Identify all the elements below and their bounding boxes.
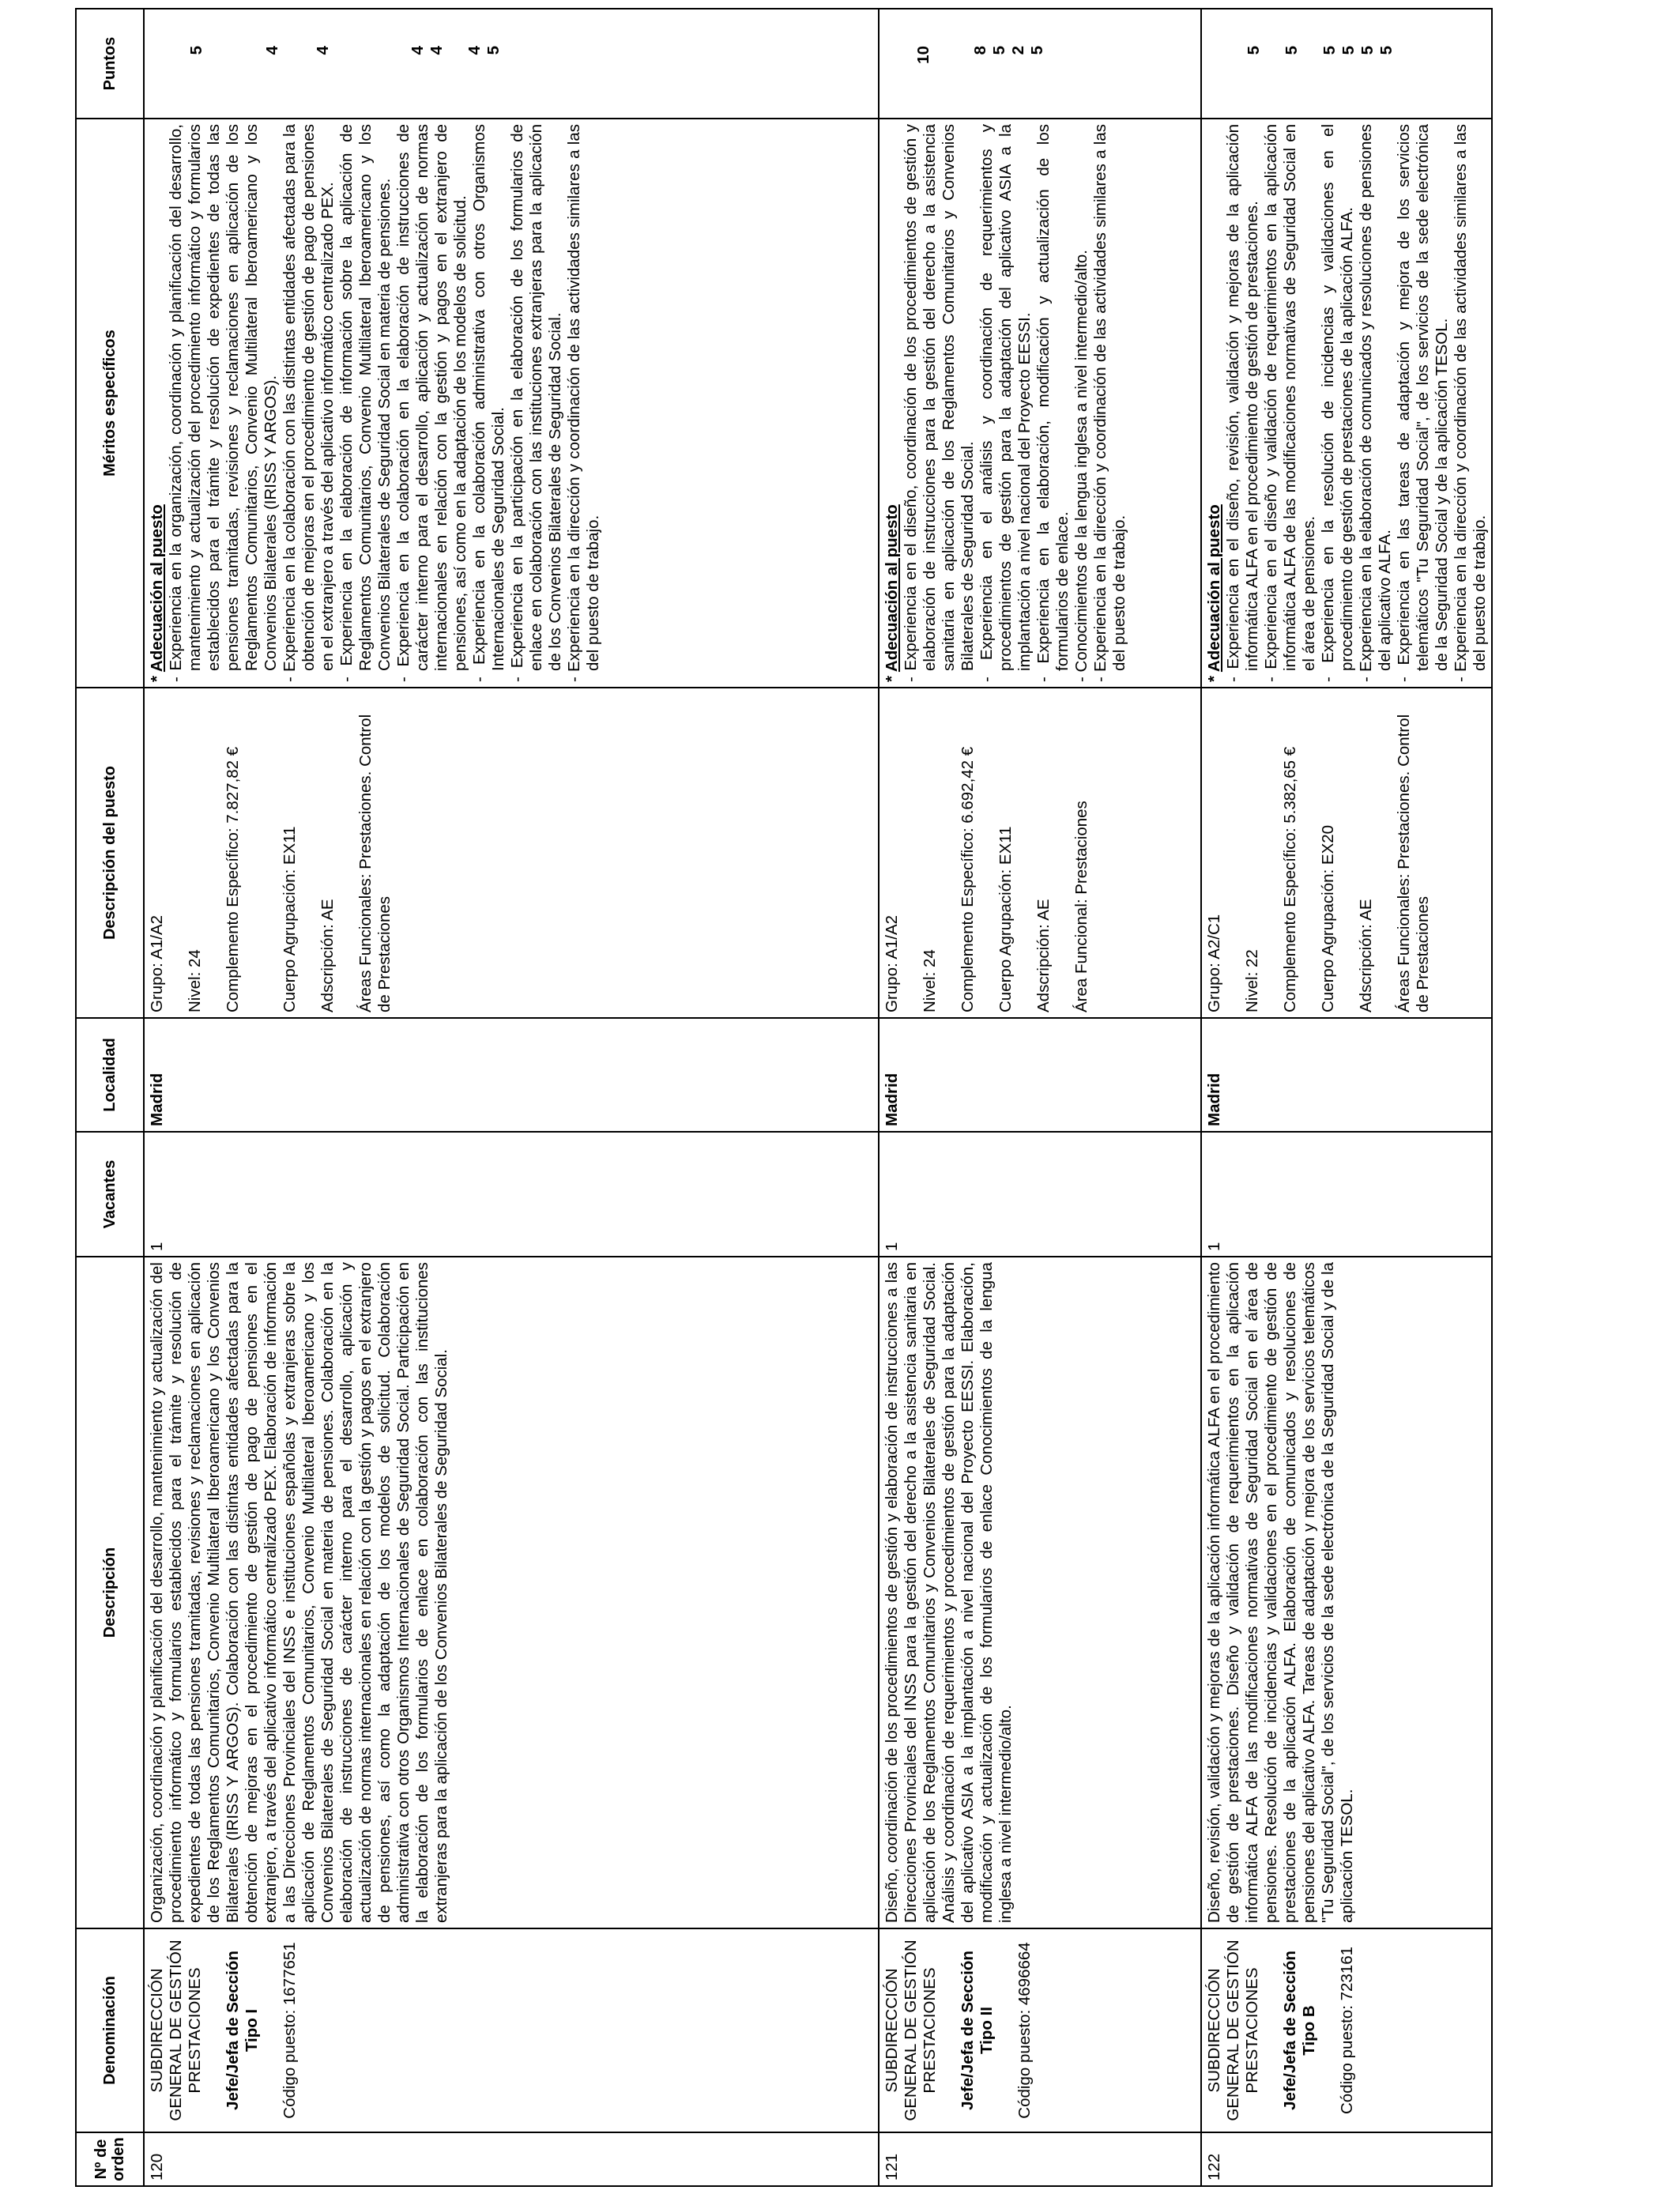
- merito-item: - Experiencia en la dirección y coordinación de las actividades similares a las del puesto de trabajo.: [565, 124, 602, 682]
- header-orden: Nº de orden: [76, 2132, 144, 2186]
- puntos-value: 5: [187, 46, 205, 55]
- puntos-value: 10: [914, 46, 932, 64]
- descripcion-cell: Diseño, coordinación de los procedimientos de gestión y elaboración de instrucciones a las Direcciones Provinciales del INSS para la gestión del derecho a la asistencia sanitaria en aplicación de los Reglamentos Comunitarios y Convenios Bilaterales de Seguridad Social. Análisis y coordinación de requerimientos y procedimientos de gestión para la adaptación del aplicativo ASIA a la implantación a nivel nacional del Proyecto EESSI. Elaboración, modificación y actualización de los formularios de enlace Conocimientos de la lengua inglesa a nivel intermedio/alto.: [879, 1257, 1201, 1928]
- job-code: Código puesto: 723161: [1338, 1947, 1356, 2115]
- orden-cell: 120: [144, 2132, 879, 2186]
- merito-item: - Experiencia en la dirección y coordinación de las actividades similares a las del puesto de trabajo.: [1091, 124, 1128, 682]
- puesto-adscripcion: Adscripción: AE: [318, 899, 337, 1012]
- puesto-nivel: Nivel: 24: [921, 949, 939, 1012]
- puesto-grupo: Grupo: A1/A2: [883, 914, 901, 1012]
- header-descripcion-puesto: Descripción del puesto: [76, 688, 144, 1018]
- merito-item: - Experiencia en el análisis y coordinación de requerimientos y procedimientos de gestión para la adaptación del aplicativo ASIA a la implantación a nivel nacional del Proyecto EESSI.: [977, 124, 1034, 682]
- puesto-nivel: Nivel: 22: [1243, 949, 1261, 1012]
- puntos-cell: [879, 9, 1201, 119]
- puntos-value: 5: [1283, 46, 1301, 55]
- job-title: Jefe/Jefa de Sección Tipo B: [1281, 1951, 1318, 2110]
- puesto-complemento: Complemento Específico: 6.692,42 €: [959, 746, 977, 1012]
- header-denominacion: Denominación: [76, 1928, 144, 2132]
- orden-cell: 121: [879, 2132, 1201, 2186]
- unit-name: SUBDIRECCIÓN GENERAL DE GESTIÓN PRESTACIONES: [1205, 1940, 1261, 2121]
- merito-item: - Experiencia en la colaboración con las distintas entidades afectadas para la obtención de mejoras en el procedimiento de gestión de pago de pensiones en el extranjero a través del aplicativo informático centralizado PEX.: [281, 124, 337, 682]
- puntos-value: 5: [1358, 46, 1377, 55]
- table-row: [144, 9, 879, 2186]
- unit-name: SUBDIRECCIÓN GENERAL DE GESTIÓN PRESTACIONES: [148, 1940, 204, 2121]
- puntos-value: 4: [263, 46, 281, 55]
- puesto-grupo: Grupo: A2/C1: [1205, 914, 1223, 1012]
- header-localidad: Localidad: [76, 1018, 144, 1132]
- puntos-value: 5: [1339, 46, 1358, 55]
- header-puntos: Puntos: [76, 9, 144, 119]
- job-title: Jefe/Jefa de Sección Tipo II: [959, 1951, 996, 2110]
- unit-name: SUBDIRECCIÓN GENERAL DE GESTIÓN PRESTACIONES: [883, 1940, 939, 2121]
- denominacion-cell: [1201, 1928, 1492, 2132]
- puntos-value: 5: [1245, 46, 1263, 55]
- meritos-cell: [1201, 119, 1492, 688]
- localidad-cell: Madrid: [144, 1018, 879, 1132]
- puesto-cuerpo: Cuerpo Agrupación: EX20: [1319, 824, 1337, 1012]
- merito-item: - Experiencia en la resolución de incidencias y validaciones en el procedimiento de gestión de prestaciones de la aplicación ALFA.: [1319, 123, 1356, 682]
- puntos-value: 5: [1377, 46, 1396, 55]
- puntos-value: 5: [484, 46, 503, 55]
- puntos-value: 5: [1028, 46, 1046, 55]
- vacantes-cell: 1: [144, 1132, 879, 1257]
- puesto-adscripcion: Adscripción: AE: [1034, 899, 1053, 1012]
- merito-item: - Experiencia en la organización, coordinación y planificación del desarrollo, mantenimiento y actualización del procedimiento informático y formularios establecidos para el trámite y resolución de expedientes de todas las pensiones tramitadas, revisiones y reclamaciones en aplicación de los Reglamentos Comunitarios, Convenio Multilateral Iberoamericano y los Convenios Bilaterales (IRISS Y ARGOS).: [167, 124, 280, 682]
- puesto-cell: [144, 688, 879, 1018]
- puntos-value: 8: [971, 46, 989, 55]
- denominacion-cell: [879, 1928, 1201, 2132]
- job-title: Jefe/Jefa de Sección Tipo I: [224, 1951, 261, 2110]
- merito-item: - Experiencia en las tareas de adaptación y mejora de los servicios telemáticos "Tu Seguridad Social", de los servicios de la sede electrónica de la Seguridad Social y de la aplicación TESOL.: [1395, 124, 1451, 682]
- puntos-cell: [1201, 9, 1492, 119]
- localidad-cell: Madrid: [879, 1018, 1201, 1132]
- puntos-value: 4: [409, 46, 427, 55]
- puesto-cell: [1201, 688, 1492, 1018]
- header-meritos: Méritos específicos: [76, 119, 144, 688]
- merito-item: - Experiencia en la dirección y coordinación de las actividades similares a las del puesto de trabajo.: [1452, 124, 1489, 682]
- vacantes-cell: 1: [1201, 1132, 1492, 1257]
- header-row: [76, 9, 144, 2186]
- descripcion-cell: Diseño, revisión, validación y mejoras de la aplicación informática ALFA en el procedimiento de gestión de prestaciones. Diseño y validación de requerimientos en la aplicación informática ALFA de las modificaciones normativas de Seguridad Social en el área de pensiones. Resolución de incidencias y validaciones en el procedimiento de gestión de prestaciones de la aplicación ALFA. Elaboración de comunicados y resoluciones de pensiones del aplicativo ALFA. Tareas de adaptación y mejora de los servicios telemáticos "Tu Seguridad Social", de los servicios de la sede electrónica de la Seguridad Social y de la aplicación TESOL.: [1201, 1257, 1492, 1928]
- puesto-areas: Áreas Funcionales: Prestaciones. Control de Prestaciones: [356, 714, 394, 1012]
- merito-item: - Experiencia en la elaboración de información sobre la aplicación de Reglamentos Comunitarios, Convenio Multilateral Iberoamericano y los Convenios Bilaterales de Seguridad Social en materia de pensiones.: [337, 124, 394, 682]
- merito-item: - Experiencia en la colaboración administrativa con otros Organismos Internacionales de Seguridad Social.: [470, 124, 507, 682]
- puntos-value: 4: [428, 46, 446, 55]
- localidad-cell: Madrid: [1201, 1018, 1492, 1132]
- job-code: Código puesto: 1677651: [281, 1942, 299, 2119]
- merito-item: - Conocimientos de la lengua inglesa a nivel intermedio/alto.: [1072, 250, 1090, 682]
- merito-item: - Experiencia en el diseño y validación de requerimientos en la aplicación informática ALFA de las modificaciones normativas de Seguridad Social en el área de pensiones.: [1262, 124, 1318, 682]
- header-vacantes: Vacantes: [76, 1132, 144, 1257]
- meritos-cell: [144, 119, 879, 688]
- puesto-cuerpo: Cuerpo Agrupación: EX11: [281, 826, 299, 1012]
- meritos-heading: * Adecuación al puesto: [883, 504, 901, 682]
- puesto-nivel: Nivel: 24: [186, 949, 204, 1012]
- puntos-value: 5: [1320, 46, 1339, 55]
- header-descripcion: Descripción: [76, 1257, 144, 1928]
- meritos-heading: * Adecuación al puesto: [148, 504, 166, 682]
- table-row: [879, 9, 1201, 2186]
- rotated-page: [75, 9, 1489, 2187]
- orden-cell: 122: [1201, 2132, 1492, 2186]
- descripcion-cell: Organización, coordinación y planificación del desarrollo, mantenimiento y actualización del procedimiento informático y formularios establecidos para el trámite y resolución de expedientes de todas las pensiones tramitadas, revisiones y reclamaciones en aplicación de los Reglamentos Comunitarios, Convenio Multilateral Iberoamericano y los Convenios Bilaterales (IRISS Y ARGOS). Colaboración con las distintas entidades afectadas para la obtención de mejoras en el procedimiento de gestión de pago de pensiones en el extranjero, a través del aplicativo informático centralizado PEX. Elaboración de información a las Direcciones Provinciales del INSS e instituciones españolas y extranjeras sobre la aplicación de Reglamentos Comunitarios, Convenio Multilateral Iberoamericano y los Convenios Bilaterales de Seguridad Social en materia de pensiones. Colaboración en la elaboración de instrucciones de carácter interno para el desarrollo, aplicación y actualización de normas internacionales en relación con la gestión y pagos en el extranjero de pensiones, así como la adaptación de los modelos de solicitud. Colaboración administrativa con otros Organismos Internacionales de Seguridad Social. Participación en la elaboración de los formularios de enlace en colaboración con las instituciones extranjeras para la aplicación de los Convenios Bilaterales de Seguridad Social.: [144, 1257, 879, 1928]
- merito-item: - Experiencia en la elaboración de comunicados y resoluciones de pensiones del aplicativo ALFA.: [1357, 124, 1394, 682]
- puesto-complemento: Complemento Específico: 5.382,65 €: [1281, 746, 1299, 1012]
- job-code: Código puesto: 4696664: [1015, 1942, 1034, 2119]
- merito-item: - Experiencia en la elaboración, modificación y actualización de los formularios de enlace.: [1034, 124, 1072, 682]
- puesto-complemento: Complemento Específico: 7.827,82 €: [224, 746, 242, 1012]
- meritos-heading: * Adecuación al puesto: [1205, 504, 1223, 682]
- puntos-value: 2: [1009, 46, 1027, 55]
- merito-item: - Experiencia en el diseño, revisión, validación y mejoras de la aplicación informática ALFA en el procedimiento de gestión de prestaciones.: [1224, 124, 1261, 682]
- puesto-areas: Área Funcional: Prestaciones: [1072, 801, 1090, 1012]
- table-row: [1201, 9, 1492, 2186]
- puntos-value: 4: [314, 46, 332, 55]
- puesto-adscripcion: Adscripción: AE: [1357, 899, 1375, 1012]
- vacancies-table: [75, 8, 1493, 2187]
- merito-item: - Experiencia en la participación en la elaboración de los formularios de enlace en colaboración con las instituciones extranjeras para la aplicación de los Convenios Bilaterales de Seguridad Social.: [508, 124, 564, 682]
- puesto-cell: [879, 688, 1201, 1018]
- puesto-grupo: Grupo: A1/A2: [148, 914, 166, 1012]
- puntos-cell: [144, 9, 879, 119]
- denominacion-cell: [144, 1928, 879, 2132]
- meritos-cell: [879, 119, 1201, 688]
- puntos-value: 5: [990, 46, 1008, 55]
- puntos-value: 4: [465, 46, 484, 55]
- puesto-cuerpo: Cuerpo Agrupación: EX11: [996, 826, 1015, 1012]
- vacantes-cell: 1: [879, 1132, 1201, 1257]
- merito-item: - Experiencia en el diseño, coordinación de los procedimientos de gestión y elaboración de instrucciones para la gestión del derecho a la asistencia sanitaria en aplicación de los Reglamentos Comunitarios y Convenios Bilaterales de Seguridad Social.: [902, 124, 977, 682]
- puesto-areas: Áreas Funcionales: Prestaciones. Control de Prestaciones: [1395, 714, 1432, 1012]
- merito-item: - Experiencia en la colaboración en la elaboración de instrucciones de carácter interno para el desarrollo, aplicación y actualización de normas internacionales en relación con la gestión y pagos en el extranjero de pensiones, así como en la adaptación de los modelos de solicitud.: [394, 124, 469, 682]
